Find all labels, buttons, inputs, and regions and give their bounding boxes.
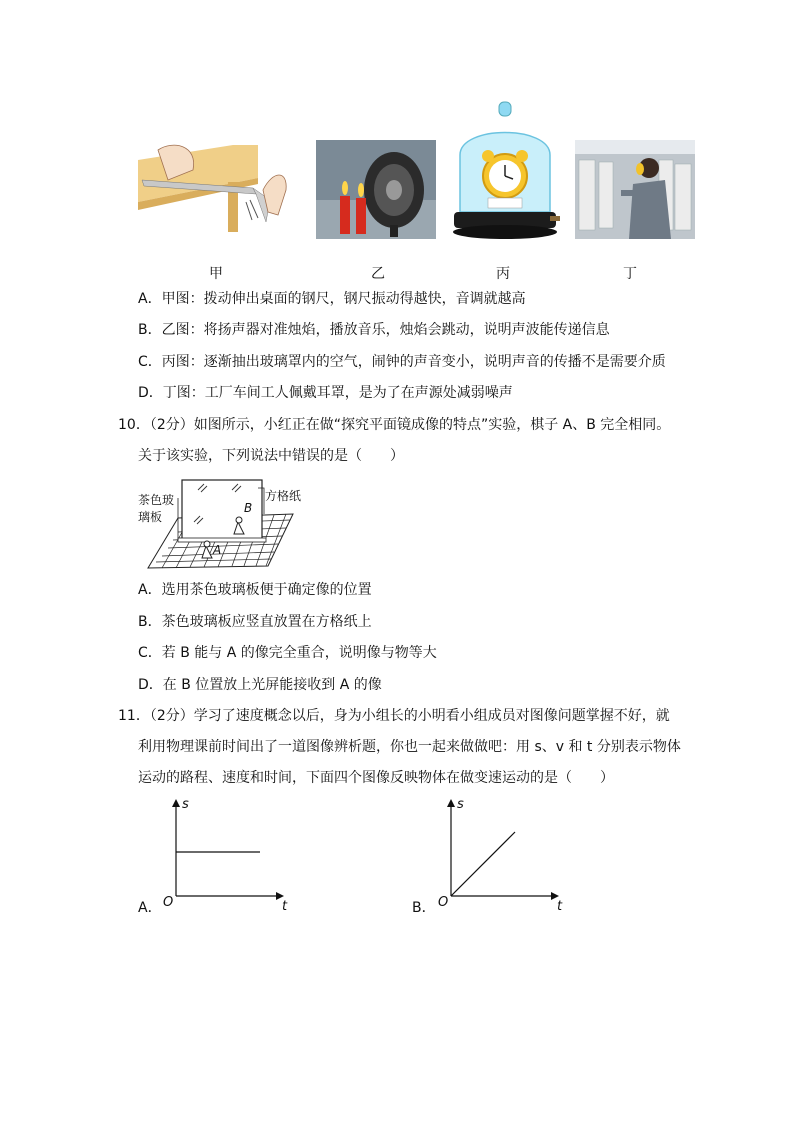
figure-jia-ruler [138, 140, 290, 240]
graph-b-x-axis-label: t [557, 899, 563, 914]
graph-b-origin-label: O [438, 895, 449, 910]
figure-yi-speaker-candles [316, 140, 436, 239]
graph-a-origin-label: O [163, 895, 174, 910]
q11-graph-b-option: B． [412, 900, 436, 916]
label-grid-paper: 方格纸 [265, 489, 302, 503]
graph-b-curve [451, 832, 515, 896]
q9-option-a: A．甲图：拨动伸出桌面的钢尺，钢尺振动得越快，音调就越高 [138, 291, 526, 307]
q10-stem-line1: 10．（2分）如图所示，小红正在做“探究平面镜成像的特点”实验，棋子 A、B 完全相同。 [118, 417, 671, 433]
graph-a-y-axis-label: s [182, 797, 189, 812]
q10-option-a: A．选用茶色玻璃板便于确定像的位置 [138, 582, 372, 598]
label-glass-plate-line1: 茶色玻 [138, 493, 175, 507]
label-piece-a: A [213, 543, 222, 557]
q11-stem-line1: 11．（2分）学习了速度概念以后，身为小组长的小明看小组成员对图像问题掌握不好，就 [118, 708, 670, 724]
caption-yi: 乙 [371, 266, 385, 282]
caption-bing: 丙 [496, 266, 510, 282]
q11-graph-a-option: A． [138, 900, 162, 916]
q11-graph-b [435, 794, 575, 914]
caption-ding: 丁 [623, 266, 637, 282]
q10-option-d: D．在 B 位置放上光屏能接收到 A 的像 [138, 677, 382, 693]
q10-stem-line2: 关于该实验，下列说法中错误的是（ ） [138, 448, 404, 464]
figure-bing-bell-jar-clock [450, 100, 560, 242]
graph-b-y-axis-label: s [457, 797, 464, 812]
q10-option-c: C．若 B 能与 A 的像完全重合，说明像与物等大 [138, 645, 437, 661]
q9-option-d: D．丁图：工厂车间工人佩戴耳罩，是为了在声源处减弱噪声 [138, 385, 513, 401]
figure-ding-factory-worker [575, 140, 695, 239]
q11-graph-a [160, 794, 300, 914]
q11-stem-line2: 利用物理课前时间出了一道图像辨析题，你也一起来做做吧：用 s、v 和 t 分别表示物体 [138, 739, 681, 755]
q11-stem-line3: 运动的路程、速度和时间，下面四个图像反映物体在做变速运动的是（ ） [138, 770, 614, 786]
caption-jia: 甲 [209, 266, 223, 282]
q9-option-b: B．乙图：将扬声器对准烛焰，播放音乐，烛焰会跳动，说明声波能传递信息 [138, 322, 610, 338]
q9-option-c: C．丙图：逐渐抽出玻璃罩内的空气，闹钟的声音变小，说明声音的传播不是需要介质 [138, 354, 666, 370]
label-glass-plate-line2: 璃板 [138, 510, 163, 524]
label-piece-b: B [244, 501, 253, 515]
q10-option-b: B．茶色玻璃板应竖直放置在方格纸上 [138, 614, 372, 630]
graph-a-x-axis-label: t [282, 899, 288, 914]
